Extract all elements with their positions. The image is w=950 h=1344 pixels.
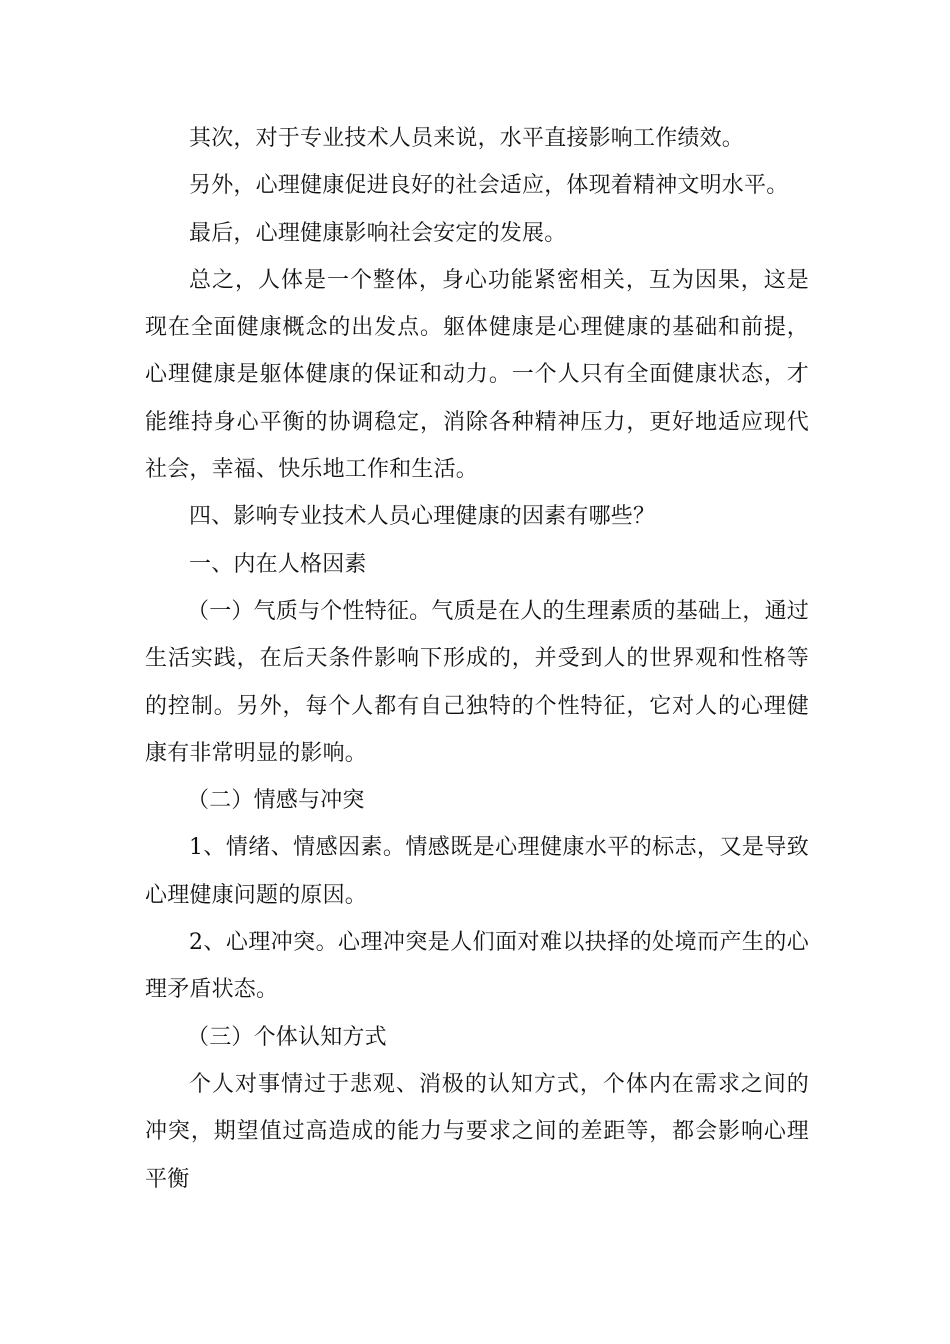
subsection-heading-emotion: （二）情感与冲突 xyxy=(187,788,365,814)
paragraph-psychological-conflict: 2、心理冲突。心理冲突是人们面对难以抉择的处境而产生的心理矛盾状态。 xyxy=(145,930,809,1003)
paragraph-temperament: （一）气质与个性特征。气质是在人的生理素质的基础上，通过生活实践，在后天条件影响下形成的，并受到人的世界观和性格等的控制。另外，每个人都有自己独特的个性特征，它对人的心理健康有非常明显的影响。 xyxy=(145,598,809,766)
document-body xyxy=(145,115,809,1203)
paragraph-additionally: 另外，心理健康促进良好的社会适应，体现着精神文明水平。 xyxy=(189,173,789,199)
paragraph-secondly: 其次，对于专业技术人员来说，水平直接影响工作绩效。 xyxy=(189,126,745,151)
paragraph-cognition: 个人对事情过于悲观、消极的认知方式，个体内在需求之间的冲突，期望值过高造成的能力与要求之间的差距等，都会影响心理平衡 xyxy=(145,1071,809,1192)
section-heading-four: 四、影响专业技术人员心理健康的因素有哪些？ xyxy=(189,504,656,530)
subsection-heading-cognition: （三）个体认知方式 xyxy=(187,1024,387,1050)
paragraph-summary: 总之，人体是一个整体，身心功能紧密相关，互为因果，这是现在全面健康概念的出发点。躯体健康是心理健康的基础和前提，心理健康是躯体健康的保证和动力。一个人只有全面健康状态，才能维持身心平衡的协调稳定，消除各种精神压力，更好地适应现代社会，幸福、快乐地工作和生活。 xyxy=(145,267,809,483)
subsection-heading-one: 一、内在人格因素 xyxy=(189,551,367,577)
paragraph-emotion-factors: 1、情绪、情感因素。情感既是心理健康水平的标志，又是导致心理健康问题的原因。 xyxy=(145,835,809,908)
paragraph-finally: 最后，心理健康影响社会安定的发展。 xyxy=(189,220,567,246)
